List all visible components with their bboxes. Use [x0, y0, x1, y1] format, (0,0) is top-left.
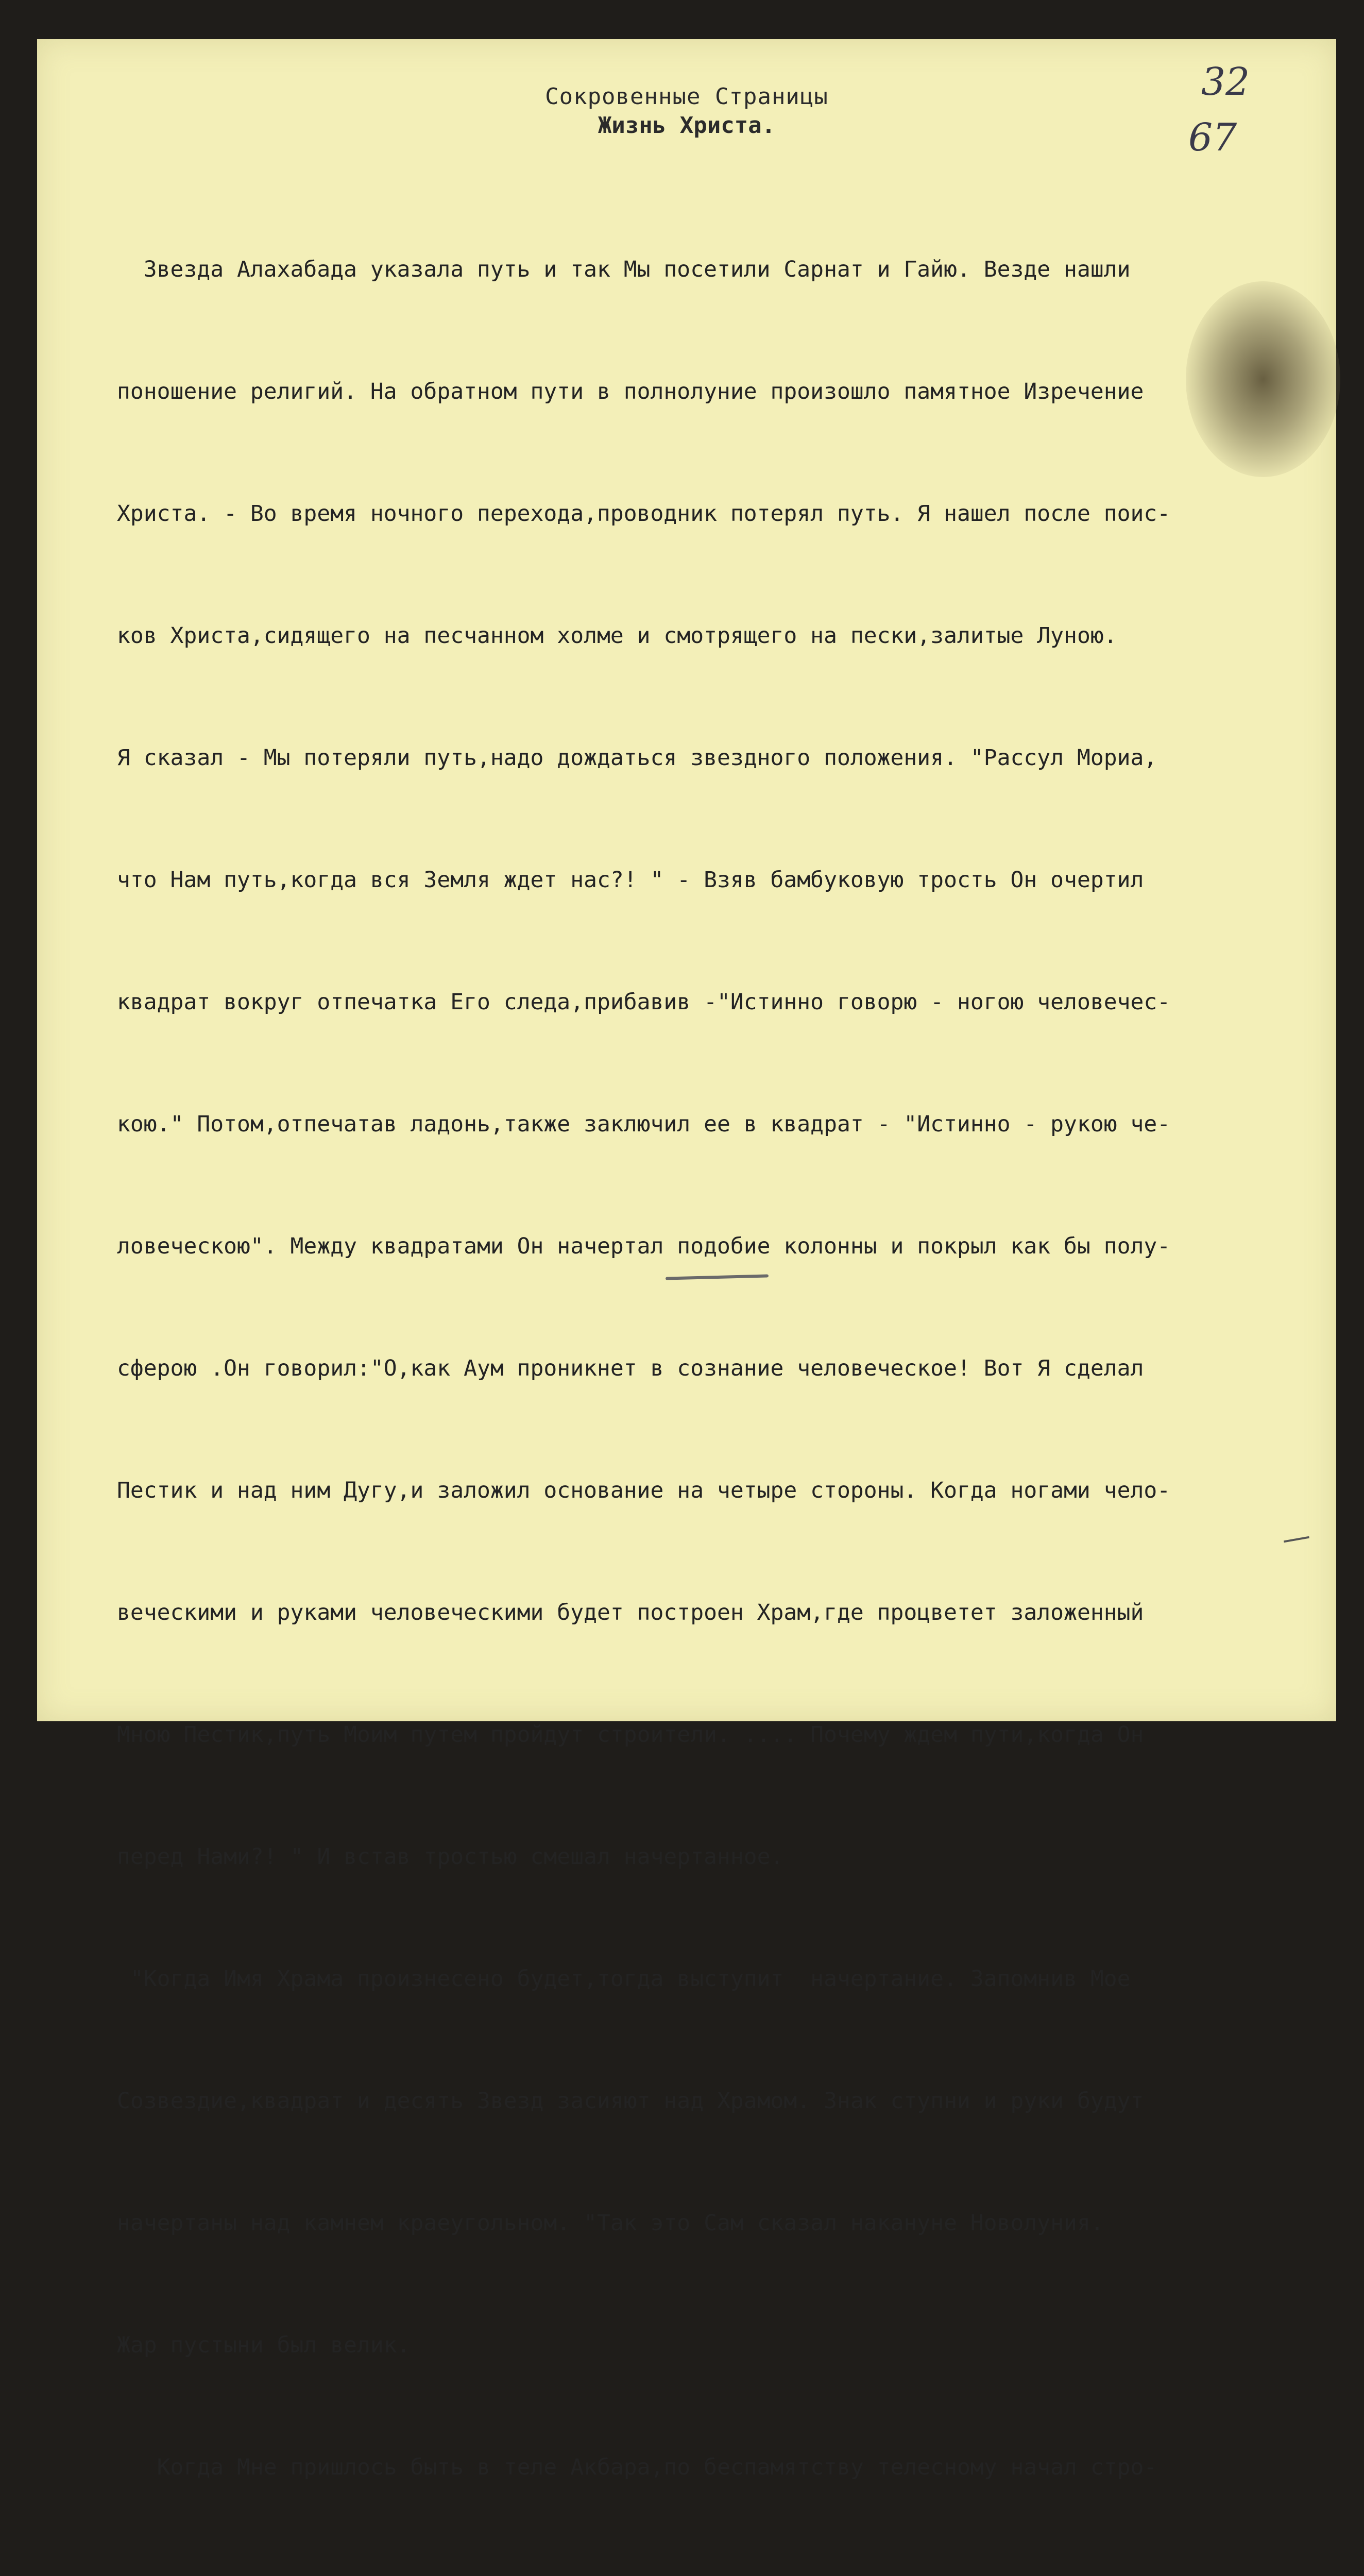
text-line: Жар пустыни был велик. — [117, 2332, 411, 2358]
text-line: веческими и руками человеческими будет построен Храм,где процветет заложенный — [117, 1600, 1144, 1625]
typed-text-body — [117, 168, 1317, 2576]
text-line: квадрат вокруг отпечатка Его следа,прибавив -"Истинно говорю - ногою человечес- — [117, 989, 1171, 1015]
text-line: "Когда Имя Храма произнесено будет,тогда выступит начертание. Запомнив Мое — [117, 1966, 1131, 1992]
text-line: Звезда Алахабада указала путь и так Мы посетили Сарнат и Гайю. Везде нашли — [117, 257, 1131, 282]
text-line: начертаны над камнем краеугольном. "Так это Сам сказал накануне Новолуния. — [117, 2210, 1104, 2236]
text-line: Я сказал - Мы потеряли путь,надо дождаться звездного положения. "Рассул Мориа, — [117, 745, 1157, 771]
text-line: ков Христа,сидящего на песчанном холме и смотрящего на пески,залитые Луною. — [117, 623, 1117, 649]
document-title: Сокровенные Страницы — [545, 83, 828, 110]
text-line: Созвездие,квадрат и десять Звезд засияют над Храмом. Знак ступни и руки будут — [117, 2088, 1144, 2114]
text-line: поношение религий. На обратном пути в полнолуние произошло памятное Изречение — [117, 379, 1144, 404]
text-line: Мною Пестик,путь Моим путем пройдут строители. .... Почему ждем пути,когда Он — [117, 1722, 1144, 1748]
text-line: перед Нами?! " И встав тростью смешал начертанное. — [117, 1844, 784, 1870]
document-page — [37, 39, 1336, 2480]
folio-number-top: 32 — [1201, 60, 1250, 104]
text-line: Христа. - Во время ночного перехода,проводник потерял путь. Я нашел после поис- — [117, 501, 1171, 527]
text-line: Когда Мне пришлось быть в теле Акбара,по беспамятству телесному начал стро- — [117, 2454, 1157, 2480]
text-line — [117, 2569, 1317, 2576]
text-line: ловеческою". Между квадратами Он начертал подобие колонны и покрыл как бы полу- — [117, 1233, 1171, 1259]
text-line: кою." Потом,отпечатав ладонь,также заключил ее в квадрат - "Истинно - рукою че- — [117, 1111, 1171, 1137]
text-line: что Нам путь,когда вся Земля ждет нас?! " - Взяв бамбуковую трость Он очертил — [117, 867, 1144, 893]
text-line: Пестик и над ним Дугу,и заложил основание на четыре стороны. Когда ногами чело- — [117, 1478, 1171, 1503]
folio-number-bottom: 67 — [1188, 115, 1237, 160]
document-subtitle: Жизнь Христа. — [598, 112, 776, 139]
text-line: сферою .Он говорил:"О,как Аум проникнет в сознание человеческое! Вот Я сделал — [117, 1355, 1144, 1381]
